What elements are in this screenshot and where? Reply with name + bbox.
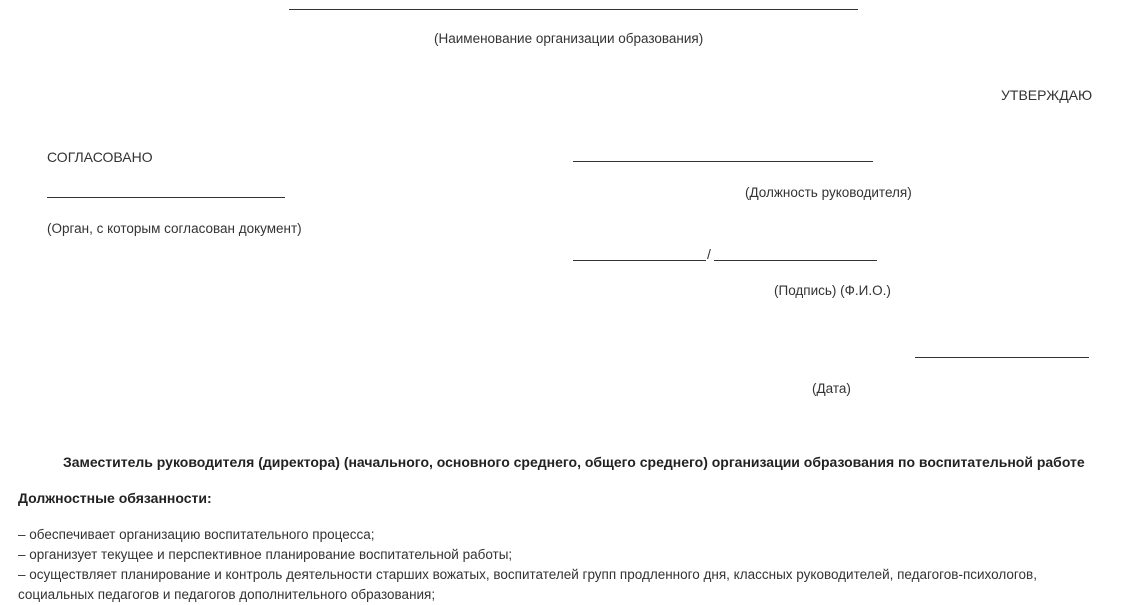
- duty-item: – осуществляет планирование и контроль деятельности старших вожатых, воспитателей групп продленного дня, классных руководителей, педагогов-психологов, социальных педагогов и педагогов дополнительного образования;: [18, 567, 1037, 602]
- duties-heading: Должностные обязанности:: [18, 490, 212, 506]
- duty-item: – организует текущее и перспективное планирование воспитательной работы;: [18, 547, 513, 562]
- date-line: [915, 357, 1089, 358]
- approve-title: УТВЕРЖДАЮ: [1001, 87, 1093, 103]
- signature-line: [573, 260, 706, 261]
- org-name-caption: (Наименование организации образования): [434, 31, 704, 46]
- position-caption: (Должность руководителя): [745, 185, 912, 200]
- signature-separator: /: [707, 246, 711, 262]
- signature-caption: (Подпись) (Ф.И.О.): [774, 283, 891, 298]
- document-title: Заместитель руководителя (директора) (начального, основного среднего, общего среднего) организации образования по воспитательной работе: [63, 454, 1085, 470]
- duty-item: – обеспечивает организацию воспитательного процесса;: [18, 527, 375, 542]
- agreed-body-line: [47, 197, 285, 198]
- agreed-body-caption: (Орган, с которым согласован документ): [47, 221, 302, 236]
- position-line: [573, 161, 873, 162]
- agreed-title: СОГЛАСОВАНО: [47, 149, 153, 165]
- org-name-line: [289, 9, 858, 10]
- date-caption: (Дата): [812, 381, 851, 396]
- name-line: [714, 260, 877, 261]
- duties-list: [18, 525, 1108, 605]
